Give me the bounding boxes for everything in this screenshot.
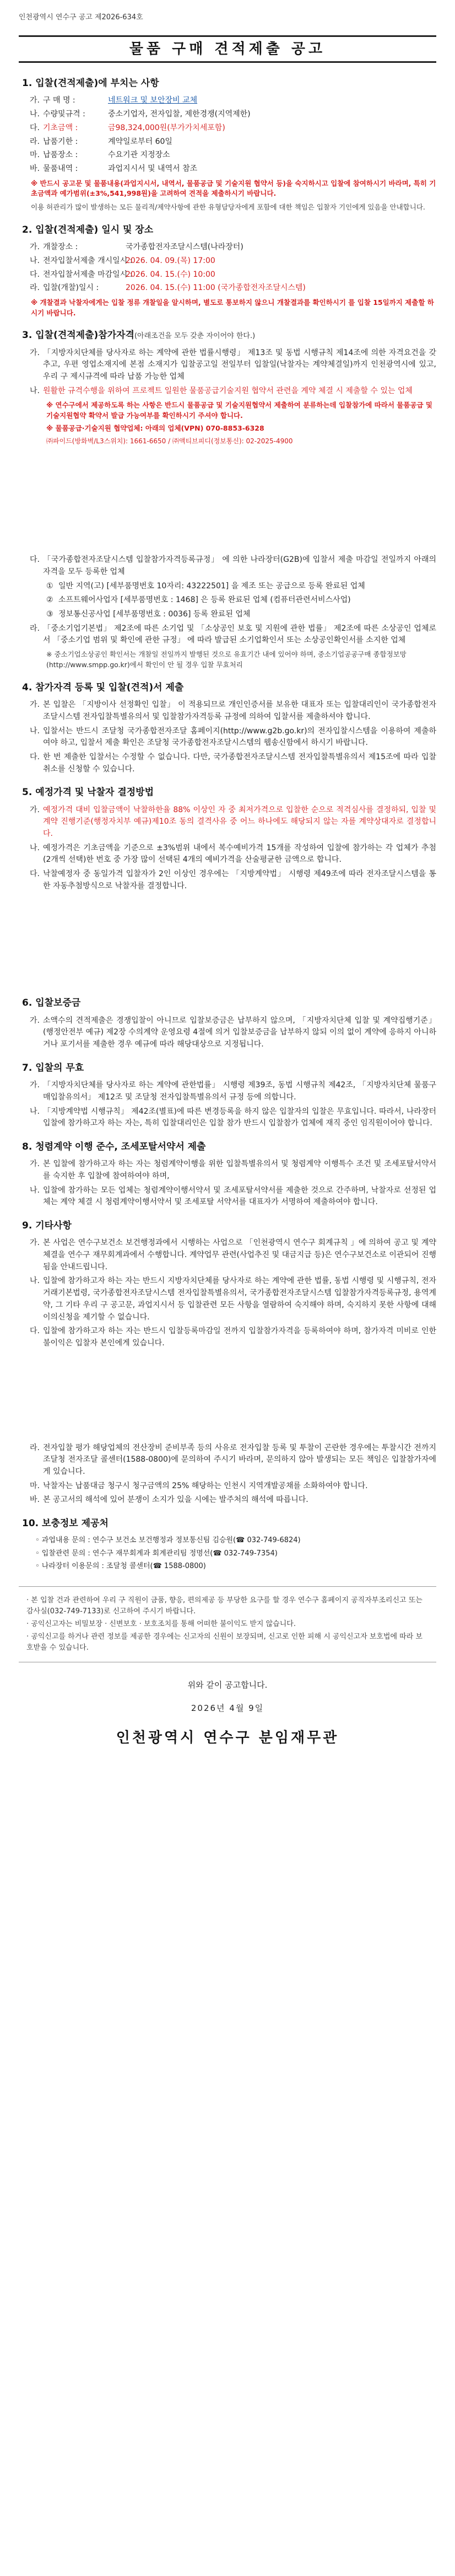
bid-close-datetime: 2026. 04. 15.(수) 10:00 <box>126 270 215 279</box>
section-6 <box>19 996 436 1050</box>
s4-para-b: 나. 입찰서는 반드시 조달청 국가종합전자조달 홈페이지(http://www.g2b.go.kr)의 전자입찰시스템을 이용하여 제출하여야 하고, 입찰서 제출 확인은 조달청 국가종합전자조달시스템의 웹송신함에서 하시기 바랍니다. <box>30 726 436 748</box>
contact-task: ◦ 과업내용 문의 : 연수구 보건소 보건행정과 정보통신팀 김승원(☎ 032-749-6824) <box>35 1536 301 1545</box>
s5-para-a: 가. 예정가격 대비 입찰금액이 낙찰하한율 88% 이상인 자 중 최저가격으로 입찰한 순으로 적격심사를 결정하되, 입찰 및 계약 진행기준(행정자치부 예규)제10조 동의 결격사유 중 어느 하나에도 해당되지 않는 자를 계약상대자로 결정합니다. <box>30 805 436 839</box>
section-5-heading: 5. 예정가격 및 낙찰자 결정방법 <box>22 787 154 798</box>
section-4 <box>19 680 436 775</box>
contact-g2b: ◦ 나라장터 이용문의 : 조달청 콜센터(☎ 1588-0800) <box>35 1561 206 1570</box>
s3-circle-2: ② 소프트웨어사업자 [세부품명번호 : 1468] 은 등록 완료된 업체 (컴퓨터관련서비스사업) <box>46 595 351 605</box>
s1-row-e: 마. 납품장소 : 수요기관 지정장소 <box>30 151 170 160</box>
integrity-line-1: · 본 입찰 건과 관련하여 우리 구 직원이 금품, 향응, 편의제공 등 부당한 요구를 할 경우 연수구 홈페이지 공직자부조리신고 또는 감사실(032-749-7133)로 신고하여 주시기 바랍니다. <box>26 1596 422 1616</box>
s9-para-e: 마. 낙찰자는 납품대금 청구시 청구금액의 25% 해당하는 인천시 지역개발공채를 소화하여야 합니다. <box>30 1481 368 1490</box>
bid-opening-datetime: 2026. 04. 15.(수) 11:00 (국가종합전자조달시스템) <box>126 283 306 293</box>
section-2 <box>19 223 436 319</box>
section-7 <box>19 1061 436 1130</box>
page-title: 물품 구매 견적제출 공고 <box>129 40 326 57</box>
s2-row-c: 다. 전자입찰서제출 마감일시 : 2026. 04. 15.(수) 10:00 <box>19 269 436 281</box>
title-bar <box>19 35 436 63</box>
s3-para-b: 나. 원활한 규격수행을 위하여 프로젝트 일원한 물품공급기술지원 협약서 관련을 계약 체결 시 제출할 수 있는 업체 <box>30 386 413 395</box>
s1-note-2: 이용 허관리가 많이 발생하는 모든 물리적/제약사항에 관한 유형담당자에게 포함에 대한 책임은 입찰자 기인에게 있음을 안내합니다. <box>31 203 425 212</box>
s1-row-f: 바. 물품내역 : 과업지시서 및 내역서 참조 <box>30 164 198 173</box>
s8-para-b: 나. 입찰에 참가하는 모든 업체는 청렴계약이행서약서 및 조세포탈서약서를 제출한 것으로 간주하며, 낙찰자로 선정된 업체는 계약 체결 시 청렴계약이행서약서 및 조세포탈 서약서를 대표자가 서명하여 제출하여야 합니다. <box>30 1185 436 1207</box>
s3-note-list: ㈜파이드(방화벽/L3스위치): 1661-6650 / ㈜액티브피디(정보통신): 02-2025-4900 <box>46 437 293 445</box>
s1-row-c: 다. 기초금액 : 금98,324,000원(부가가치세포함) <box>19 122 436 135</box>
s1-row-d: 라. 납품기한 : 계약일로부터 60일 <box>30 137 172 146</box>
s7-para-b: 나. 「지방계약법 시행규칙」 제42조(별표)에 따른 변경등록을 하지 않은 입찰자의 입찰은 무효입니다. 따라서, 나라장터 입찰에 참가하고자 하는 자는, 특히 입찰대리인은 입찰 참가 반드시 입찰참가 업체에 재직 중인 임직원이어야 합니다. <box>30 1107 436 1128</box>
s3-para-a: 가. 「지방자치단체를 당사자로 하는 계약에 관한 법률시행령」 제13조 및 동법 시행규칙 제14조에 의한 자격요건을 갖추고, 우편 영업소재지에 본점 소재지가 입찰공고일 전일부터 입찰일(낙찰자는 계약체결일)까지 인천광역시에 있고, 우리 구 제시규격에 따라 납품 가능한 업체 <box>30 348 436 382</box>
section-1 <box>19 76 436 213</box>
section-10 <box>19 1516 436 1572</box>
issuing-org: 인천광역시 연수구 분임재무관 <box>116 1729 339 1746</box>
s9-para-f: 바. 본 공고서의 해석에 있어 분쟁이 소지가 있을 시에는 발주처의 해석에 따릅니다. <box>30 1495 308 1505</box>
s3-para-d: 라. 「중소기업기본법」 제2조에 따른 소기업 및 「소상공인 보호 및 지원에 관한 법률」 제2조에 따른 소상공인 업체로서 「중소기업 범위 및 확인에 관한 규정」 에 따라 발급된 소기업확인서 또는 소상공인확인서를 소지한 업체 <box>30 624 436 645</box>
s9-para-a: 가. 본 사업은 연수구보건소 보건행정과에서 시행하는 사업으로 「인천광역시 연수구 회계규칙 」에 의하여 공고 및 계약체결을 연수구 재무회계과에서 수행합니다. 계약업무 관련(사업추진 및 대금지급 등)은 연수구보건소로 이관되어 진행됨을 안내드립니다. <box>30 1238 436 1271</box>
section-6-heading: 6. 입찰보증금 <box>22 997 81 1009</box>
integrity-line-3: · 공익신고를 하거나 관련 정보를 제공한 경우에는 신고자의 신원이 보장되며, 신고로 인한 피해 시 공익신고자 보호법에 따라 보호받을 수 있습니다. <box>26 1633 422 1652</box>
section-7-heading: 7. 입찰의 무효 <box>22 1062 84 1074</box>
s1-row-a: 가. 구 매 명 : 네트워크 및 보안장비 교체 <box>19 95 436 107</box>
contact-bid: ◦ 입찰관련 문의 : 연수구 재무회계과 회계관리팀 정명선(☎ 032-749-7354) <box>35 1549 278 1558</box>
s2-note: ※ 개찰결과 낙찰자에게는 입찰 정류 개찰일을 알시하며, 별도로 통보하지 않으니 개찰결과를 확인하시기 를 입찰 15일까지 제출할 하시기 바랍니다. <box>31 298 434 317</box>
section-1-heading: 1. 입찰(견적제출)에 부치는 사항 <box>22 78 159 89</box>
s3-para-c: 다. 「국가종합전자조달시스템 입찰참가자격등록규정」 에 의한 나라장터(G2B)에 입찰서 제출 마감일 전일까지 아래의 자격을 모두 등록한 업체 <box>30 555 436 576</box>
section-9 <box>19 1219 436 1506</box>
s6-para-a: 가. 소액수의 견적제출은 경쟁입찰이 아니므로 입찰보증금은 납부하지 않으며, 「지방자치단체 입찰 및 계약집행기준」(행정안전부 예규) 제2장 수의계약 운영요령 4절에 의거 입찰보증금을 납부하지 않되 이의 없이 계약에 응하지 아니하거나 포기서를 제출한 경우 예규에 따라 해당대상으로 지정됩니다. <box>30 1016 436 1049</box>
s2-row-b: 나. 전자입찰서제출 개시일시 : 2026. 04. 09.(목) 17:00 <box>19 255 436 267</box>
section-2-heading: 2. 입찰(견적제출) 일시 및 장소 <box>22 224 154 235</box>
section-10-heading: 10. 보충정보 제공처 <box>22 1518 109 1530</box>
section-3 <box>19 328 436 670</box>
s1-note-1: ※ 반드시 공고문 및 물품내용(과업지시서, 내역서, 물품공급 및 기술지원 협약서 등)을 숙지하시고 입찰에 참여하시기 바라며, 특히 기초금액과 예가범위(±3%,541,998원)을 고려하여 견적을 제출하시기 바랍니다. <box>31 179 436 198</box>
s3-note-sub: ※ 물품공급·기술지원 협약업체: 아래의 업체(VPN) 070-8853-6328 <box>46 424 264 433</box>
item-name: 네트워크 및 보안장비 교체 <box>108 96 198 105</box>
s9-para-b: 나. 입찰에 참가하고자 하는 자는 반드시 지방자치단체를 당사자로 하는 계약에 관한 법률, 동법 시행령 및 시행규칙, 전자거래기본법령, 국가종합전자조달시스템 전자입찰특별유의서, 국가종합전자조달시스템 입찰참가자격등록규정, 용역계약, 그 기타 우리 구 공고문, 과업지시서 등 입찰관련 모든 사항을 열람하여 숙지해야 하며, 숙지하지 못한 사항에 대해 이의신청을 제기할 수 없습니다. <box>30 1276 436 1322</box>
s9-para-c: 다. 입찰에 참가하고자 하는 자는 반드시 입찰등록마감일 전까지 입찰참가자격을 등록하여야 하며, 참가자격 미비로 인한 불이익은 입찰자 본인에게 있습니다. <box>30 1327 436 1348</box>
s4-para-c: 다. 한 번 제출한 입찰서는 수정할 수 없습니다. 다만, 국가종합전자조달시스템 전자입찰특별유의서 제15조에 따라 입찰취소를 신청할 수 있습니다. <box>30 752 436 774</box>
section-9-heading: 9. 기타사항 <box>22 1220 72 1232</box>
s3-note-3: ※ 중소기업소상공인 확인서는 개찰일 전일까지 발행된 것으로 유효기간 내에 있어야 하며, 중소기업공공구매 종합정보망(http://www.smpp.go.kr)에서 확인이 안 될 경우 입찰 무효처리 <box>46 650 407 669</box>
section-4-heading: 4. 참가자격 등록 및 입찰(견적)서 제출 <box>22 681 184 693</box>
s8-para-a: 가. 본 입찰에 참가하고자 하는 자는 청렴계약이행을 위한 입찰특별유의서 및 청렴계약 이행특수 조건 및 조세포탈서약서를 숙지한 후 입찰에 참여하여야 하며, <box>30 1160 436 1180</box>
bid-open-datetime: 2026. 04. 09.(목) 17:00 <box>126 256 215 265</box>
integrity-line-2: · 공익신고자는 비밀보장 · 신변보호 · 보호조치를 통해 어떠한 불이익도 받지 않습니다. <box>26 1620 296 1629</box>
notice-date: 2026년 4월 9일 <box>191 1703 264 1713</box>
section-3-heading: 3. 입찰(견적제출)참가자격(아래조건을 모두 갖춘 자이어야 한다.) <box>22 330 256 341</box>
s3-note-red: ※ 연수구에서 제공하도록 하는 사항은 반드시 물품공급 및 기술지원협약서 제출하여 분류하는데 입찰참가에 따라서 물품공급 및 기술지원협약 확약서 발급 가능여부를 확인하시기 주셔야 합니다. <box>46 400 432 420</box>
section-5 <box>19 785 436 892</box>
section-8-heading: 8. 청렴계약 이행 준수, 조세포탈서약서 제출 <box>22 1141 206 1152</box>
base-price: 금98,324,000원(부가가치세포함) <box>108 123 225 132</box>
s9-para-d: 라. 전자입찰 평가 해당업체의 전산장비 준비부족 등의 사유로 전자입찰 등록 및 투찰이 곤란한 경우에는 투찰시간 전까지 조달청 전자조달 콜센터(1588-0800)에 문의하여 주시기 바라며, 문의하지 않아 발생되는 모든 책임은 입찰참가자에게 있습니다. <box>30 1443 436 1476</box>
s1-row-b: 나. 수량및규격 : 중소기업자, 전자입찰, 제한경쟁(지역제한) <box>30 110 251 119</box>
section-8 <box>19 1140 436 1209</box>
closing-text: 위와 같이 공고합니다. <box>187 1680 268 1690</box>
s2-row-a: 가. 개찰장소 : 국가종합전자조달시스템(나라장터) <box>30 243 243 252</box>
integrity-notice <box>19 1586 436 1663</box>
s7-para-a: 가. 「지방자치단체를 당사자로 하는 계약에 관한법률」 시행령 제39조, 동법 시행규칙 제42조, 「지방자치단체 물품구매입찰유의서」 제12조 및 조달청 전자입찰특별유의서 규정 등에 의합니다. <box>30 1081 436 1102</box>
s4-para-a: 가. 본 입찰은 「지방이사 선정확인 입찰」 이 적용되므로 개인인증서를 보유한 대표자 또는 입찰대리인이 국가종합전자조달시스템 전자입찰특별유의서 및 입찰참가자격등록 규정에 의하여 입찰서를 제출하셔야 합니다. <box>30 700 436 721</box>
notice-number: 인천광역시 연수구 공고 제2026-634호 <box>19 13 143 22</box>
s2-row-d: 라. 입찰(개찰)일시 : 2026. 04. 15.(수) 11:00 (국가종합전자조달시스템) <box>19 282 436 294</box>
s3-circle-1: ① 일반 지역(고) [세부품명번호 10자리: 43222501] 을 제조 또는 공급으로 등록 완료된 업체 <box>46 581 365 591</box>
s3-circle-3: ③ 정보통신공사업 [세부품명번호 : 0036] 등록 완료된 업체 <box>46 610 251 619</box>
s5-para-b: 나. 예정가격은 기초금액을 기준으로 ±3%범위 내에서 복수예비가격 15개를 작성하여 입찰에 참가하는 각 업체가 추첨(2개씩 선택)한 번호 중 가장 많이 선택된 4개의 예비가격을 산술평균한 금액으로 합니다. <box>30 843 436 865</box>
s5-para-c: 다. 낙찰예정자 중 동일가격 입찰자가 2인 이상인 경우에는 「지방계약법」 시행령 제49조에 따라 전자조달시스템을 통한 자동추첨방식으로 낙찰자를 결정합니다. <box>30 870 436 890</box>
